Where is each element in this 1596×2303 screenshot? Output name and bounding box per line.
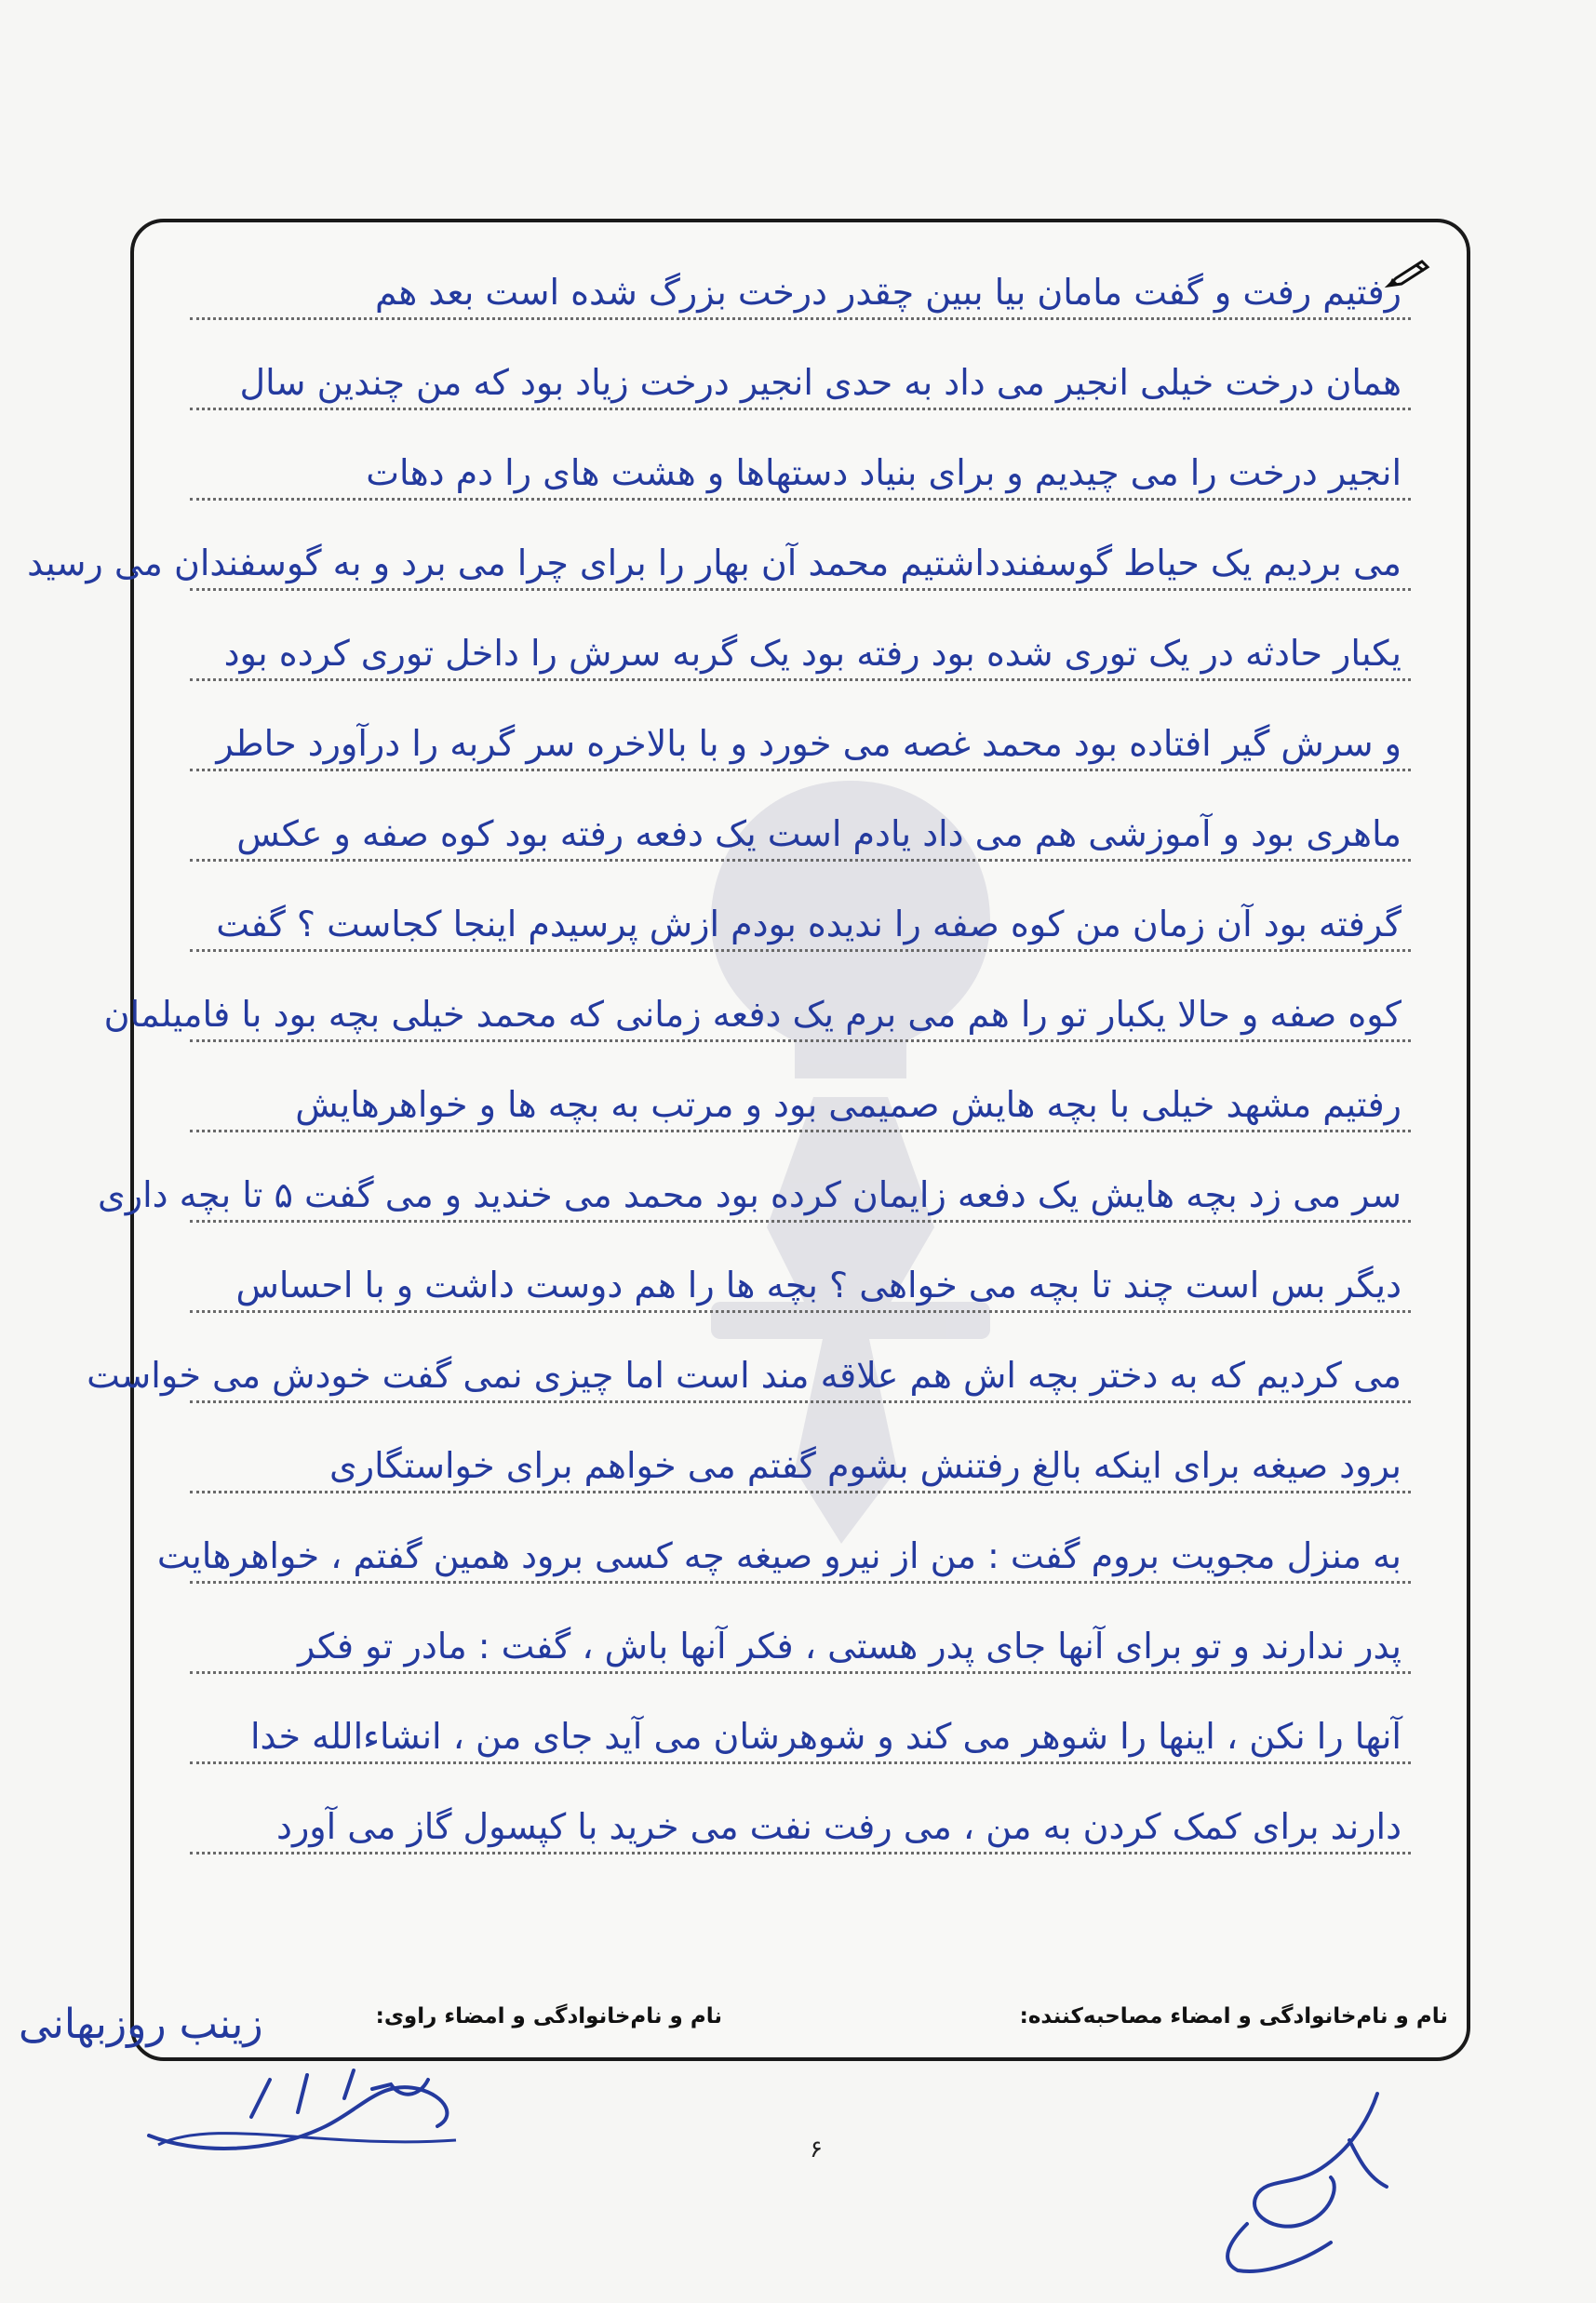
text-line: می کردیم که به دختر بچه اش هم علاقه مند است اما چیزی نمی گفت خودش می خواست (190, 1310, 1411, 1403)
text-line: و سرش گیر افتاده بود محمد غصه می خورد و با بالاخره سر گربه را درآورد حاطر (190, 678, 1411, 771)
text-line: یکبار حادثه در یک توری شده بود رفته بود یک گربه سرش را داخل توری کرده بود (190, 588, 1411, 681)
text-line: رفتیم رفت و گفت مامان بیا ببین چقدر درخت بزرگ شده است بعد هم (190, 227, 1411, 320)
text-line: برود صیغه برای اینکه بالغ رفتنش بشوم گفتم می خواهم برای خواستگاری (190, 1400, 1411, 1493)
signature-labels (162, 2004, 1448, 2042)
narrator-name: زینب روزبهانی (19, 2001, 263, 2048)
interviewer-label: نام و نام‌خانوادگی و امضاء مصاحبه‌کننده: (1019, 2004, 1448, 2029)
page-frame (27, 219, 1470, 2061)
text-line: رفتیم مشهد خیلی با بچه هایش صمیمی بود و مرتب به بچه ها و خواهرهایش (190, 1039, 1411, 1132)
text-line: می بردیم یک حیاط گوسفندداشتیم محمد آن بهار را برای چرا می برد و به گوسفندان می رسید (190, 498, 1411, 591)
text-line: آنها را نکن ، اینها را شوهر می کند و شوهرشان می آید جای من ، انشاءالله خدا (190, 1671, 1411, 1764)
text-line: همان درخت خیلی انجیر می داد به حدی انجیر درخت زیاد بود که من چندین سال (190, 317, 1411, 410)
text-line: کوه صفه و حالا یکبار تو را هم می برم یک دفعه زمانی که محمد خیلی بچه بود با فامیلمان (190, 949, 1411, 1042)
interviewer-signature (1191, 2084, 1405, 2280)
text-line: به منزل مجویت بروم گفت : من از نیرو صیغه چه کسی برود همین گفتم ، خواهرهایت (190, 1491, 1411, 1584)
text-line: انجیر درخت را می چیدیم و برای بنیاد دستهاها و هشت های را دم دهات (190, 408, 1411, 501)
text-line: سر می زد بچه هایش یک دفعه زایمان کرده بود محمد می خندید و می گفت ۵ تا بچه داری (190, 1130, 1411, 1223)
text-line: ماهری بود و آموزشی هم می داد یادم است یک دفعه رفته بود کوه صفه و عکس (190, 769, 1411, 862)
page-number: ۶ (810, 2136, 823, 2163)
text-line: گرفته بود آن زمان من کوه صفه را ندیده بودم ازش پرسیدم اینجا کجاست ؟ گفت (190, 859, 1411, 952)
narrator-signature (140, 2061, 475, 2163)
text-line: پدر ندارند و تو برای آنها جای پدر هستی ، فکر آنها باش ، گفت : مادر تو فکر (190, 1581, 1411, 1674)
text-line: دیگر بس است چند تا بچه می خواهی ؟ بچه ها را هم دوست داشت و با احساس (190, 1220, 1411, 1313)
text-line: دارند برای کمک کردن به من ، می رفت نفت می خرید با کپسول گاز می آورد (190, 1761, 1411, 1854)
narrator-label: نام و نام‌خانوادگی و امضاء راوی: (375, 2004, 722, 2029)
